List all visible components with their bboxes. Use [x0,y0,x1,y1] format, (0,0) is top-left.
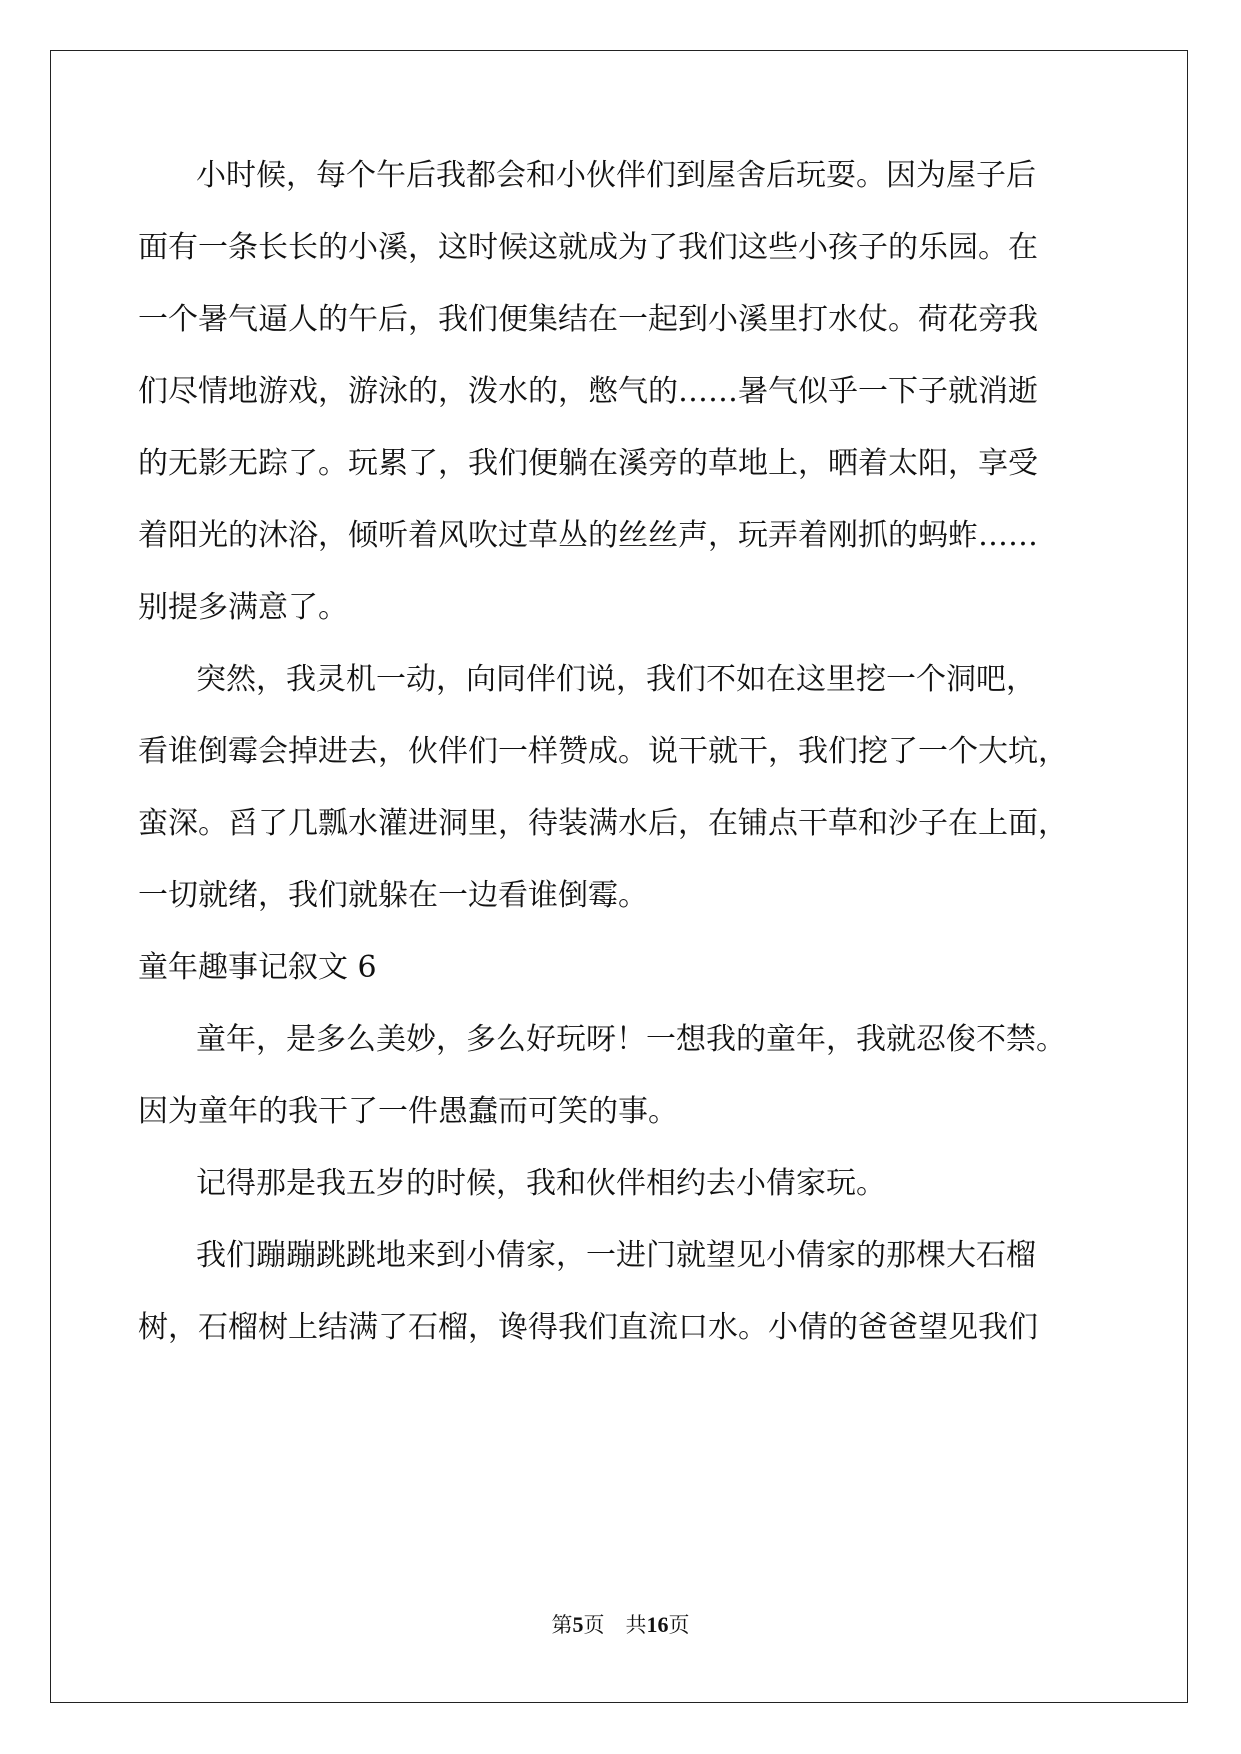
page-footer [0,1609,1241,1639]
p3-line-2: 因为童年的我干了一件愚蠢而可笑的事。 [138,1094,678,1129]
p5-line-1: 我们蹦蹦跳跳地来到小倩家，一进门就望见小倩家的那棵大石榴 [196,1238,1036,1273]
p5-line-2: 树，石榴树上结满了石榴，谗得我们直流口水。小倩的爸爸望见我们 [138,1310,1038,1345]
p1-line-1: 小时候，每个午后我都会和小伙伴们到屋舍后玩耍。因为屋子后 [196,158,1036,193]
p1-line-7: 别提多满意了。 [138,590,348,625]
footer-total-pages: 16 [646,1612,669,1637]
p1-line-3: 一个暑气逼人的午后，我们便集结在一起到小溪里打水仗。荷花旁我 [138,302,1038,337]
p3-line-1: 童年，是多么美妙，多么好玩呀！一想我的童年，我就忍俊不禁。 [196,1022,1066,1057]
p1-line-4: 们尽情地游戏，游泳的，泼水的，憋气的……暑气似乎一下子就消逝 [138,374,1038,409]
p1-line-6: 着阳光的沐浴，倾听着风吹过草丛的丝丝声，玩弄着刚抓的蚂蚱…… [138,518,1038,553]
p1-line-5: 的无影无踪了。玩累了，我们便躺在溪旁的草地上，晒着太阳，享受 [138,446,1038,481]
p1-line-2: 面有一条长长的小溪，这时候这就成为了我们这些小孩子的乐园。在 [138,230,1038,265]
section-heading: 童年趣事记叙文 6 [138,950,377,985]
p2-line-3: 蛮深。舀了几瓢水灌进洞里，待装满水后，在铺点干草和沙子在上面， [138,806,1068,841]
footer-page-number: 5 [572,1612,584,1637]
footer-total-suffix: 页 [668,1613,690,1637]
footer-prefix: 第 [551,1613,573,1637]
p2-line-2: 看谁倒霉会掉进去，伙伴们一样赞成。说干就干，我们挖了一个大坑， [138,734,1068,769]
footer-total-prefix: 共 [625,1613,647,1637]
footer-page-suffix: 页 [583,1613,605,1637]
p2-line-4: 一切就绪，我们就躲在一边看谁倒霉。 [138,878,648,913]
p4-line-1: 记得那是我五岁的时候，我和伙伴相约去小倩家玩。 [196,1166,886,1201]
p2-line-1: 突然，我灵机一动，向同伴们说，我们不如在这里挖一个洞吧， [196,662,1036,697]
